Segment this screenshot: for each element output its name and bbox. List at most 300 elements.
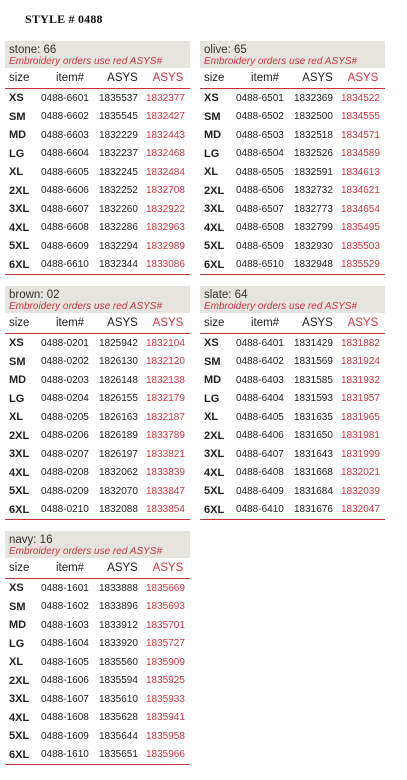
size-cell: 4XL	[9, 711, 30, 724]
table-row	[5, 408, 190, 427]
size-cell: LG	[9, 392, 25, 405]
asys-cell: 1832591	[294, 166, 333, 178]
asys-header: ASYS	[99, 558, 146, 579]
asys-red-cell: 1833821	[146, 448, 185, 460]
asys-cell: 1831684	[294, 485, 333, 497]
size-cell: MD	[204, 374, 222, 387]
asys-red-cell: 1831932	[341, 374, 380, 386]
item-number-cell: 0488-0209	[41, 485, 89, 497]
table-row	[5, 334, 190, 353]
asys-cell: 1835610	[99, 693, 138, 705]
asys-cell: 1831569	[294, 356, 333, 368]
asys-cell: 1831650	[294, 430, 333, 442]
asys-cell: 1832260	[99, 203, 138, 215]
size-cell: 6XL	[200, 256, 236, 275]
table-row	[200, 182, 385, 201]
asys-red-cell: 1834589	[341, 148, 380, 160]
item-number-cell: 0488-6603	[41, 129, 89, 141]
item-number-cell: 0488-1609	[41, 730, 89, 742]
table-header-row	[5, 558, 190, 579]
table-row	[200, 371, 385, 390]
table-header-row	[200, 313, 385, 334]
size-cell: MD	[9, 619, 27, 632]
asys-cell: 1832518	[294, 129, 333, 141]
item-number-cell: 0488-1605	[41, 656, 89, 668]
asys-red-cell: 1832922	[146, 203, 185, 215]
asys-cell: 1835628	[99, 712, 138, 724]
table-row	[5, 200, 190, 219]
size-header: size	[200, 313, 236, 334]
asys-cell: 1832369	[294, 92, 333, 104]
asys-cell: 1832526	[294, 148, 333, 160]
size-cell: 3XL	[9, 448, 30, 461]
table-row	[5, 371, 190, 390]
size-cell: 5XL	[9, 485, 30, 498]
size-header: size	[200, 68, 236, 89]
asys-red-cell: 1833086	[146, 256, 190, 275]
item-number-cell: 0488-0207	[41, 448, 89, 460]
size-header: size	[5, 558, 41, 579]
asys-red-cell: 1831957	[341, 393, 380, 405]
item-number-cell: 0488-0203	[41, 374, 89, 386]
table-row	[5, 427, 190, 446]
asys-cell: 1833888	[99, 582, 138, 594]
table-row	[5, 256, 190, 275]
asys-cell: 1831429	[294, 337, 333, 349]
table-row	[5, 598, 190, 617]
color-name: slate: 64	[204, 289, 248, 301]
size-cell: 2XL	[204, 184, 225, 197]
size-cell: XL	[204, 411, 219, 424]
table-row	[5, 709, 190, 728]
table-row	[5, 690, 190, 709]
item-number-cell: 0488-6401	[236, 337, 284, 349]
asys-cell: 1831643	[294, 448, 333, 460]
item-number-cell: 0488-1607	[41, 693, 89, 705]
size-table	[200, 68, 385, 275]
table-row	[5, 727, 190, 746]
item-number-cell: 0488-6501	[236, 92, 284, 104]
size-cell: 4XL	[204, 221, 225, 234]
asys-cell: 1831585	[294, 374, 333, 386]
asys-red-cell: 1831882	[341, 337, 380, 349]
asys-cell: 1831593	[294, 393, 333, 405]
embroidery-note: Embroidery orders use red ASYS#	[204, 56, 358, 67]
size-header: size	[5, 68, 41, 89]
item-number-cell: 0488-6509	[236, 240, 284, 252]
asys-red-cell: 1832104	[146, 337, 185, 349]
size-cell: SM	[9, 355, 26, 368]
asys-red-cell: 1832484	[146, 166, 185, 178]
size-cell: LG	[204, 392, 220, 405]
table-row	[200, 256, 385, 275]
asys-cell: 1835560	[99, 656, 138, 668]
item-number-cell: 0488-6409	[236, 485, 284, 497]
table-row	[200, 464, 385, 483]
asys-red-cell: 1834654	[341, 203, 380, 215]
size-cell: 3XL	[204, 203, 225, 216]
asys-red-cell: 1832021	[341, 467, 380, 479]
table-row	[5, 126, 190, 145]
size-cell: 6XL	[5, 256, 41, 275]
table-row	[5, 501, 190, 520]
color-block	[5, 531, 190, 765]
asys-cell: 1832245	[99, 166, 138, 178]
asys-red-cell: 1832138	[146, 374, 185, 386]
block-header	[5, 41, 190, 68]
item-number-cell: 0488-6606	[41, 185, 89, 197]
item-header: item#	[41, 313, 99, 334]
item-number-cell: 0488-6410	[236, 501, 294, 520]
asys-cell: 1832732	[294, 185, 333, 197]
size-cell: 5XL	[9, 240, 30, 253]
item-header: item#	[236, 68, 294, 89]
asys-red-cell: 1831981	[341, 430, 380, 442]
size-cell: 3XL	[9, 203, 30, 216]
item-number-cell: 0488-6508	[236, 222, 284, 234]
size-cell: XS	[9, 92, 24, 105]
asys-red-cell: 1832989	[146, 240, 185, 252]
asys-cell: 1833896	[99, 601, 138, 613]
asys-red-cell: 1832963	[146, 222, 185, 234]
item-number-cell: 0488-6408	[236, 467, 284, 479]
item-number-cell: 0488-6607	[41, 203, 89, 215]
table-row	[200, 108, 385, 127]
asys-red-cell: 1835909	[146, 656, 185, 668]
asys-red-cell: 1835958	[146, 730, 185, 742]
table-row	[5, 89, 190, 108]
item-number-cell: 0488-6406	[236, 430, 284, 442]
asys-cell: 1832062	[99, 467, 138, 479]
asys-red-cell: 1832187	[146, 411, 185, 423]
asys-cell: 1832229	[99, 129, 138, 141]
asys-header: ASYS	[294, 313, 341, 334]
item-number-cell: 0488-6502	[236, 111, 284, 123]
size-cell: LG	[9, 637, 25, 650]
item-number-cell: 0488-1602	[41, 601, 89, 613]
asys-red-header: ASYS	[146, 68, 190, 89]
asys-cell: 1835644	[99, 730, 138, 742]
asys-cell: 1832286	[99, 222, 138, 234]
block-header	[5, 286, 190, 313]
asys-red-cell: 1832179	[146, 393, 185, 405]
table-row	[200, 390, 385, 409]
block-header	[200, 286, 385, 313]
asys-cell: 1835594	[99, 675, 138, 687]
asys-red-cell: 1832427	[146, 111, 185, 123]
size-cell: XL	[204, 166, 219, 179]
item-number-cell: 0488-0210	[41, 501, 99, 520]
asys-red-cell: 1835701	[146, 619, 185, 631]
size-cell: SM	[9, 110, 26, 123]
table-row	[200, 126, 385, 145]
table-row	[5, 353, 190, 372]
size-cell: MD	[9, 374, 27, 387]
asys-red-cell: 1835495	[341, 222, 380, 234]
item-number-cell: 0488-6407	[236, 448, 284, 460]
table-row	[5, 237, 190, 256]
asys-cell: 1826189	[99, 430, 138, 442]
asys-cell: 1826197	[99, 448, 138, 460]
color-block	[200, 41, 385, 275]
asys-cell: 1832930	[294, 240, 333, 252]
asys-red-header: ASYS	[341, 68, 385, 89]
item-number-cell: 0488-0206	[41, 430, 89, 442]
asys-red-cell: 1835693	[146, 601, 185, 613]
item-number-cell: 0488-0202	[41, 356, 89, 368]
item-number-cell: 0488-6609	[41, 240, 89, 252]
asys-cell: 1832500	[294, 111, 333, 123]
item-number-cell: 0488-0204	[41, 393, 89, 405]
item-header: item#	[236, 313, 294, 334]
color-name: stone: 66	[9, 44, 57, 56]
table-row	[200, 200, 385, 219]
asys-cell: 1826148	[99, 374, 138, 386]
asys-red-cell: 1835941	[146, 712, 185, 724]
table-row	[5, 219, 190, 238]
asys-cell: 1833912	[99, 619, 138, 631]
table-header-row	[5, 313, 190, 334]
item-number-cell: 0488-6505	[236, 166, 284, 178]
size-cell: 4XL	[9, 466, 30, 479]
asys-red-cell: 1834621	[341, 185, 380, 197]
asys-red-cell: 1832377	[146, 92, 185, 104]
table-row	[5, 579, 190, 598]
asys-red-cell: 1833854	[146, 501, 190, 520]
size-cell: 3XL	[9, 693, 30, 706]
size-table	[5, 313, 190, 520]
asys-cell: 1832773	[294, 203, 333, 215]
size-cell: 5XL	[204, 240, 225, 253]
item-number-cell: 0488-1604	[41, 638, 89, 650]
asys-cell: 1832237	[99, 148, 138, 160]
block-header	[5, 531, 190, 558]
table-row	[200, 445, 385, 464]
asys-red-cell: 1835727	[146, 638, 185, 650]
table-row	[200, 427, 385, 446]
table-row	[200, 145, 385, 164]
asys-red-cell: 1831965	[341, 411, 380, 423]
table-row	[200, 163, 385, 182]
asys-red-header: ASYS	[146, 313, 190, 334]
embroidery-note: Embroidery orders use red ASYS#	[9, 56, 163, 67]
size-cell: LG	[9, 147, 25, 160]
asys-cell: 1831635	[294, 411, 333, 423]
item-number-cell: 0488-0201	[41, 337, 89, 349]
size-table	[200, 313, 385, 520]
item-number-cell: 0488-6405	[236, 411, 284, 423]
item-number-cell: 0488-6503	[236, 129, 284, 141]
asys-red-cell: 1835925	[146, 675, 185, 687]
asys-header: ASYS	[99, 68, 146, 89]
size-cell: 2XL	[9, 184, 30, 197]
asys-red-cell: 1832443	[146, 129, 185, 141]
asys-cell: 1832948	[294, 256, 341, 275]
item-number-cell: 0488-6601	[41, 92, 89, 104]
table-row	[200, 408, 385, 427]
item-number-cell: 0488-6604	[41, 148, 89, 160]
color-block	[5, 41, 190, 275]
item-number-cell: 0488-6510	[236, 256, 294, 275]
asys-cell: 1832294	[99, 240, 138, 252]
table-row	[200, 219, 385, 238]
size-cell: XS	[204, 92, 219, 105]
size-cell: MD	[204, 129, 222, 142]
size-cell: 6XL	[5, 501, 41, 520]
block-header	[200, 41, 385, 68]
asys-cell: 1832252	[99, 185, 138, 197]
asys-cell: 1832344	[99, 256, 146, 275]
item-number-cell: 0488-6605	[41, 166, 89, 178]
asys-red-cell: 1834613	[341, 166, 380, 178]
asys-red-header: ASYS	[146, 558, 190, 579]
item-number-cell: 0488-6608	[41, 222, 89, 234]
asys-header: ASYS	[99, 313, 146, 334]
size-cell: XS	[9, 582, 24, 595]
size-cell: XL	[9, 166, 24, 179]
size-cell: SM	[9, 600, 26, 613]
table-row	[5, 464, 190, 483]
asys-red-cell: 1834571	[341, 129, 380, 141]
asys-red-cell: 1835669	[146, 582, 185, 594]
table-row	[5, 445, 190, 464]
asys-cell: 1832070	[99, 485, 138, 497]
asys-red-cell: 1835503	[341, 240, 380, 252]
asys-cell: 1831676	[294, 501, 341, 520]
table-row	[5, 163, 190, 182]
item-number-cell: 0488-6507	[236, 203, 284, 215]
table-row	[200, 237, 385, 256]
item-number-cell: 0488-6404	[236, 393, 284, 405]
item-number-cell: 0488-1603	[41, 619, 89, 631]
item-number-cell: 0488-6610	[41, 256, 99, 275]
size-cell: 6XL	[200, 501, 236, 520]
item-number-cell: 0488-6402	[236, 356, 284, 368]
asys-cell: 1826155	[99, 393, 138, 405]
table-row	[5, 635, 190, 654]
color-block	[5, 286, 190, 520]
embroidery-note: Embroidery orders use red ASYS#	[9, 301, 163, 312]
asys-red-cell: 1834555	[341, 111, 380, 123]
item-header: item#	[41, 68, 99, 89]
asys-cell: 1826130	[99, 356, 138, 368]
table-row	[200, 334, 385, 353]
asys-red-cell: 1835966	[146, 746, 190, 765]
size-cell: 2XL	[9, 429, 30, 442]
item-number-cell: 0488-0208	[41, 467, 89, 479]
size-cell: XS	[204, 337, 219, 350]
embroidery-note: Embroidery orders use red ASYS#	[204, 301, 358, 312]
item-number-cell: 0488-1608	[41, 712, 89, 724]
table-header-row	[5, 68, 190, 89]
item-number-cell: 0488-6504	[236, 148, 284, 160]
table-row	[5, 182, 190, 201]
asys-red-cell: 1832468	[146, 148, 185, 160]
size-cell: 3XL	[204, 448, 225, 461]
page-title: STYLE # 0488	[25, 12, 103, 26]
table-row	[5, 672, 190, 691]
color-name: olive: 65	[204, 44, 247, 56]
table-row	[5, 616, 190, 635]
asys-cell: 1832799	[294, 222, 333, 234]
asys-cell: 1825942	[99, 337, 138, 349]
size-header: size	[5, 313, 41, 334]
size-cell: XL	[9, 411, 24, 424]
asys-red-cell: 1833839	[146, 467, 185, 479]
asys-cell: 1832088	[99, 501, 146, 520]
table-row	[5, 746, 190, 765]
table-row	[5, 145, 190, 164]
asys-red-cell: 1832039	[341, 485, 380, 497]
asys-red-cell: 1835529	[341, 256, 385, 275]
asys-red-cell: 1835933	[146, 693, 185, 705]
size-cell: MD	[9, 129, 27, 142]
asys-cell: 1835537	[99, 92, 138, 104]
table-row	[5, 390, 190, 409]
asys-red-cell: 1833789	[146, 430, 185, 442]
asys-red-cell: 1832120	[146, 356, 185, 368]
asys-cell: 1835545	[99, 111, 138, 123]
item-number-cell: 0488-1601	[41, 582, 89, 594]
size-cell: SM	[204, 355, 221, 368]
asys-cell: 1833920	[99, 638, 138, 650]
asys-cell: 1831668	[294, 467, 333, 479]
asys-red-cell: 1831924	[341, 356, 380, 368]
color-name: navy: 16	[9, 534, 53, 546]
item-number-cell: 0488-1610	[41, 746, 99, 765]
table-row	[200, 482, 385, 501]
size-cell: 6XL	[5, 746, 41, 765]
asys-cell: 1826163	[99, 411, 138, 423]
size-cell: 2XL	[204, 429, 225, 442]
item-number-cell: 0488-6403	[236, 374, 284, 386]
table-row	[5, 108, 190, 127]
size-cell: 2XL	[9, 674, 30, 687]
table-row	[200, 89, 385, 108]
asys-cell: 1835651	[99, 746, 146, 765]
item-number-cell: 0488-1606	[41, 675, 89, 687]
embroidery-note: Embroidery orders use red ASYS#	[9, 546, 163, 557]
asys-red-cell: 1833847	[146, 485, 185, 497]
size-table	[5, 558, 190, 765]
color-block	[200, 286, 385, 520]
asys-red-header: ASYS	[341, 313, 385, 334]
table-row	[200, 353, 385, 372]
asys-header: ASYS	[294, 68, 341, 89]
item-number-cell: 0488-6506	[236, 185, 284, 197]
asys-red-cell: 1832708	[146, 185, 185, 197]
table-header-row	[200, 68, 385, 89]
asys-red-cell: 1834522	[341, 92, 380, 104]
size-cell: 4XL	[204, 466, 225, 479]
size-cell: XS	[9, 337, 24, 350]
table-row	[5, 482, 190, 501]
table-row	[5, 653, 190, 672]
size-cell: 5XL	[204, 485, 225, 498]
size-cell: XL	[9, 656, 24, 669]
item-number-cell: 0488-0205	[41, 411, 89, 423]
item-header: item#	[41, 558, 99, 579]
item-number-cell: 0488-6602	[41, 111, 89, 123]
size-table	[5, 68, 190, 275]
size-cell: 5XL	[9, 730, 30, 743]
size-cell: LG	[204, 147, 220, 160]
size-cell: SM	[204, 110, 221, 123]
color-name: brown: 02	[9, 289, 60, 301]
table-row	[200, 501, 385, 520]
size-cell: 4XL	[9, 221, 30, 234]
asys-red-cell: 1832047	[341, 501, 385, 520]
